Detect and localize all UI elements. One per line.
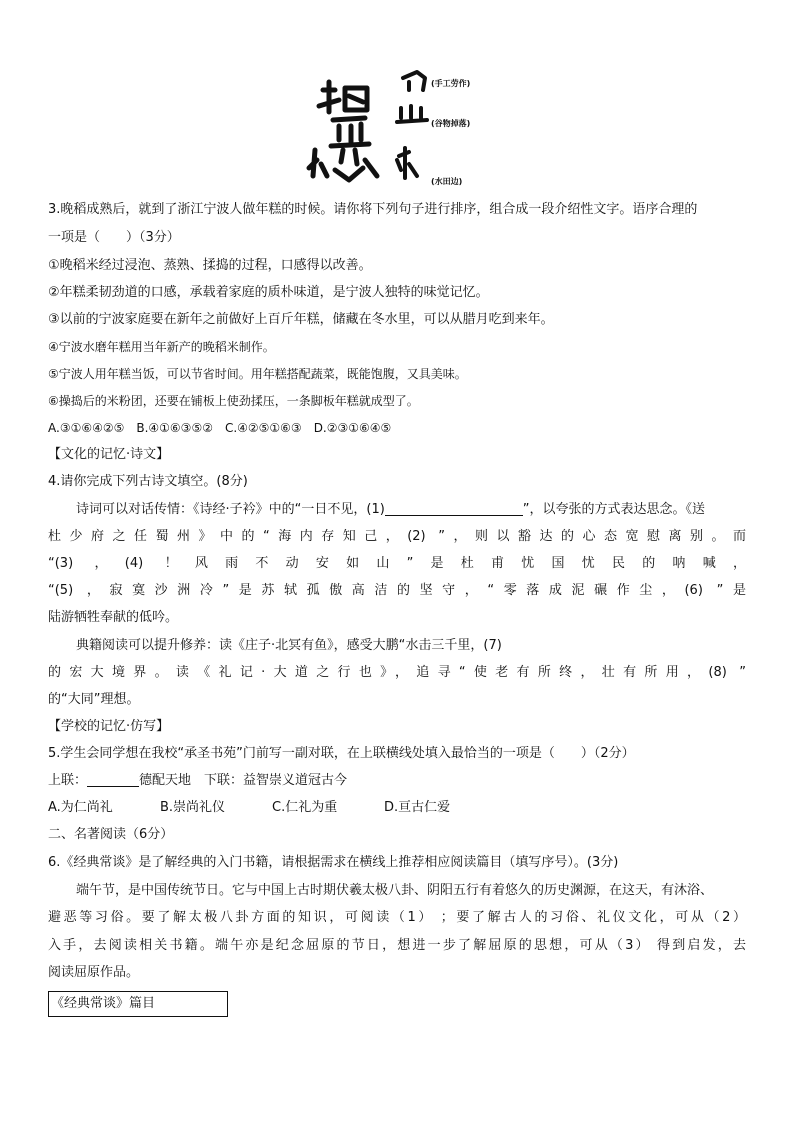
q4-paragraph1-line5: 陆游牺牲奉献的低吟。 — [48, 610, 179, 625]
q5-option-d[interactable]: D.亘古仁爱 — [384, 800, 451, 815]
q6-line4: 阅读屈原作品。 — [48, 965, 140, 980]
ancient-character-figure — [305, 60, 505, 190]
q4-p1-text-b: ”，以夸张的方式表达思念。《送 — [522, 502, 706, 517]
q4-p4-text-a: “(5) — [48, 583, 74, 598]
q4-p4-text-c: ”是 — [716, 583, 746, 598]
q3-sentence-6: ⑥操捣后的米粉团，还要在铺板上使劲揉压，一条脚板年糕就成型了。 — [48, 394, 419, 408]
q4-paragraph2-line3: 的“大同”理想。 — [48, 692, 140, 707]
q4-p7-text-a: 的宏大境界。读《礼记·大道之行也》，追寻“使老有所终，壮有所用，(8) — [48, 665, 727, 680]
q6-line2 — [48, 909, 746, 930]
q3-stem-line1: 3.晚稻成熟后，就到了浙江宁波人做年糕的时候。请你将下列句子进行排序，组合成一段介绍性文字。语序合理的 — [48, 202, 698, 217]
q4-paragraph2-line2 — [48, 664, 746, 685]
q4-p2-text-b: ”，则以豁达的心态宽慰离别。而 — [438, 529, 746, 544]
q6-l3-text-b: 得到启发，去 — [657, 938, 746, 953]
q6-l2-text-a: 避恶等习俗。要了解太极八卦方面的知识，可阅读（1） — [48, 910, 434, 925]
q4-p2-text-a: 杜少府之任蜀州》中的“海内存知己，(2) — [48, 529, 426, 544]
q4-p3-text-c: ！风雨不动安如山”是杜甫忧国忧民的呐喊， — [164, 556, 747, 571]
q4-paragraph1-line1 — [76, 501, 705, 519]
section-school-heading: 【学校的记忆·仿写】 — [48, 719, 170, 734]
figure-label-1: (手工劳作) — [431, 79, 471, 88]
q5-blank[interactable] — [87, 772, 139, 787]
q4-p4-text-b: ，寂寞沙洲冷”是苏轼孤傲高洁的坚守，“零落成泥碾作尘，(6) — [86, 583, 703, 598]
q5-option-a[interactable]: A.为仁尚礼 — [48, 800, 113, 815]
q6-line1: 端午节，是中国传统节日。它与中国上古时期伏羲太极八卦、阴阳五行有着悠久的历史渊源，在这天，有沐浴、 — [76, 883, 714, 898]
q6-l2-text-b: ；要了解古人的习俗、礼仪文化，可从（2） — [440, 910, 746, 925]
q5-option-c[interactable]: C.仁礼为重 — [272, 800, 338, 815]
q5-couplet — [48, 772, 347, 790]
q3-sentence-5: ⑤宁波人用年糕当饭，可以节省时间。用年糕搭配蔬菜，既能饱腹，又具美味。 — [48, 367, 467, 381]
q6-l3-text-a: 入手，去阅读相关书籍。端午亦是纪念屈原的节日，想进一步了解屈原的思想，可从（3） — [48, 938, 651, 953]
q3-sentence-4: ④宁波水磨年糕用当年新产的晚稻米制作。 — [48, 340, 275, 354]
q6-stem: 6.《经典常谈》是了解经典的入门书籍，请根据需求在横线上推荐相应阅读篇目（填写序号）。(3分) — [48, 855, 619, 870]
q4-p3-text-b: ，(4) — [94, 556, 144, 571]
q4-p3-text-a: “(3) — [48, 556, 74, 571]
q5-couplet-rest: 德配天地 下联：益智崇义道冠古今 — [139, 773, 348, 788]
q5-stem: 5.学生会同学想在我校“承圣书苑”门前写一副对联，在上联横线处填入最恰当的一项是（ ）（2分） — [48, 746, 635, 761]
q4-paragraph1-line4 — [48, 582, 746, 603]
q3-sentence-3: ③以前的宁波家庭要在新年之前做好上百斤年糕，储藏在冬水里，可以从腊月吃到来年。 — [48, 312, 554, 327]
seal-script-illustration — [305, 60, 435, 190]
q3-options: A.③①⑥④②⑤ B.④①⑥③⑤② C.④②⑤①⑥③ D.②③①⑥④⑤ — [48, 421, 392, 435]
classics-catalog-box: 《经典常谈》篇目 — [48, 991, 228, 1017]
section-culture-heading: 【文化的记忆·诗文】 — [48, 447, 170, 462]
q4-paragraph1-line2 — [48, 528, 746, 549]
figure-label-2: (谷物掉落) — [431, 119, 471, 128]
q3-sentence-1: ①晚稻米经过浸泡、蒸熟、揉捣的过程，口感得以改善。 — [48, 258, 372, 273]
q6-line3 — [48, 937, 746, 958]
q5-option-b[interactable]: B.崇尚礼仪 — [160, 800, 226, 815]
q3-sentence-2: ②年糕柔韧劲道的口感，承载着家庭的质朴味道，是宁波人独特的味觉记忆。 — [48, 285, 489, 300]
q4-paragraph2-line1: 典籍阅读可以提升修养：读《庄子·北冥有鱼》，感受大鹏“水击三千里，(7) — [76, 638, 502, 653]
q4-blank-1[interactable] — [385, 501, 523, 516]
q3-stem-line2: 一项是（ ）（3分） — [48, 230, 180, 245]
q4-paragraph1-line3 — [48, 555, 746, 576]
q4-stem: 4.请你完成下列古诗文填空。(8分) — [48, 474, 248, 489]
q4-p7-text-b: ” — [739, 665, 746, 680]
q4-p1-text-a: 诗词可以对话传情：《诗经·子衿》中的“一日不见，(1) — [76, 502, 385, 517]
section-two-heading: 二、名著阅读（6分） — [48, 827, 174, 842]
figure-label-3: (水田边) — [431, 177, 463, 186]
q5-couplet-prefix: 上联： — [48, 773, 88, 788]
